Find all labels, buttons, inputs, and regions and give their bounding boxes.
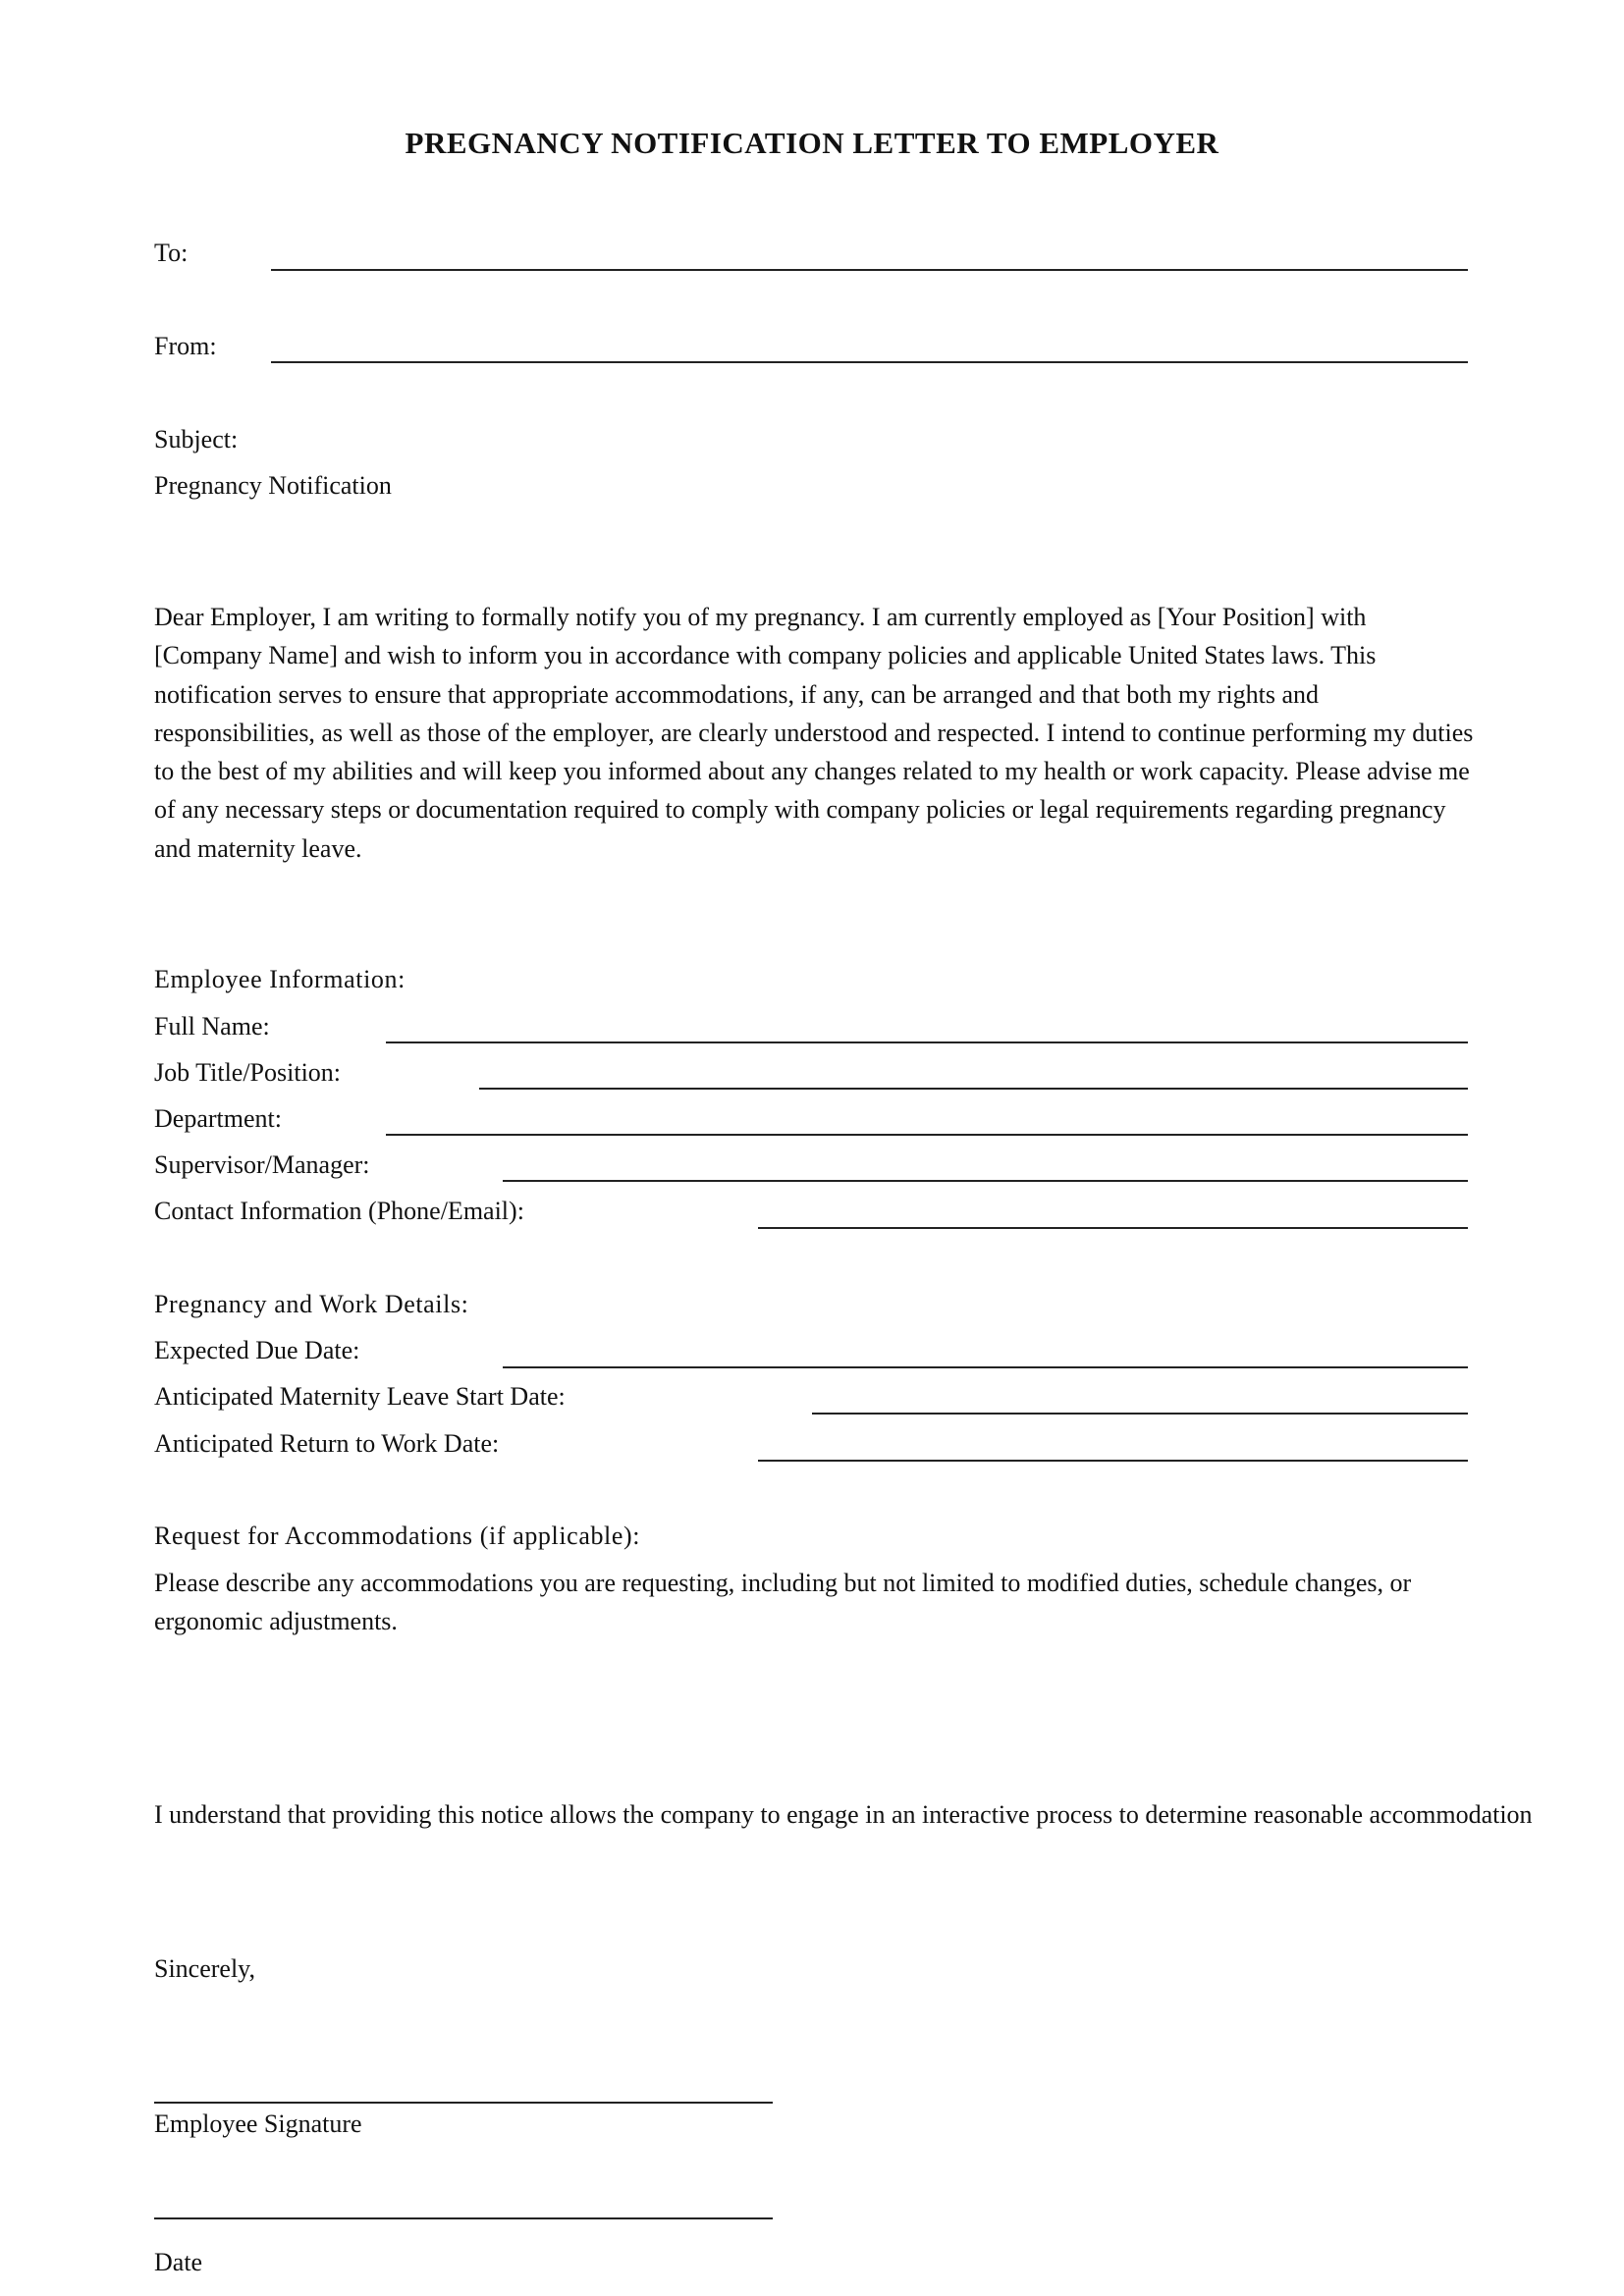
due-date-field-line[interactable] bbox=[503, 1366, 1468, 1368]
contact-info-label: Contact Information (Phone/Email): bbox=[154, 1197, 524, 1225]
leave-start-field-line[interactable] bbox=[812, 1413, 1468, 1415]
full-name-label: Full Name: bbox=[154, 1012, 270, 1041]
closing-text: Sincerely, bbox=[154, 1954, 255, 1983]
supervisor-label: Supervisor/Manager: bbox=[154, 1150, 370, 1179]
document-title: PREGNANCY NOTIFICATION LETTER TO EMPLOYER bbox=[405, 126, 1219, 160]
contact-info-field-line[interactable] bbox=[758, 1227, 1468, 1229]
job-title-field-line[interactable] bbox=[479, 1088, 1468, 1090]
full-name-field-line[interactable] bbox=[386, 1041, 1468, 1043]
pregnancy-details-heading: Pregnancy and Work Details: bbox=[154, 1290, 469, 1318]
body-paragraph: Dear Employer, I am writing to formally notify you of my pregnancy. I am currently employed as [Your Position] with [Company Name] and wish to inform you in accordance with company policies and applicable United States laws. This notification serves to ensure that appropriate accommodations, if any, can be arranged and that both my rights and responsibilities, as well as those of the employer, are clearly understood and respected. I intend to continue performing my duties to the best of my abilities and will keep you informed about any changes related to my health or work capacity. Please advise me of any necessary steps or documentation required to comply with company policies or legal requirements regarding pregnancy and maternity leave. bbox=[154, 603, 1474, 863]
to-label: To: bbox=[154, 239, 189, 267]
leave-start-label: Anticipated Maternity Leave Start Date: bbox=[154, 1382, 566, 1411]
subject-value: Pregnancy Notification bbox=[154, 471, 392, 500]
job-title-label: Job Title/Position: bbox=[154, 1058, 342, 1087]
return-date-label: Anticipated Return to Work Date: bbox=[154, 1429, 500, 1458]
signature-line[interactable] bbox=[154, 2102, 773, 2104]
subject-label: Subject: bbox=[154, 425, 239, 454]
due-date-label: Expected Due Date: bbox=[154, 1336, 360, 1364]
department-label: Department: bbox=[154, 1104, 282, 1133]
to-field-line[interactable] bbox=[271, 269, 1468, 271]
from-label: From: bbox=[154, 332, 217, 360]
return-date-field-line[interactable] bbox=[758, 1460, 1468, 1462]
accommodations-description: Please describe any accommodations you are requesting, including but not limited to modified duties, schedule changes, or ergonomic adjustments. bbox=[154, 1569, 1412, 1636]
employee-info-heading: Employee Information: bbox=[154, 965, 406, 993]
acknowledgement-text: I understand that providing this notice allows the company to engage in an interactive process to determine reasonable accommodation bbox=[154, 1800, 1533, 1829]
accommodations-heading: Request for Accommodations (if applicable): bbox=[154, 1522, 641, 1550]
date-line[interactable] bbox=[154, 2217, 773, 2219]
department-field-line[interactable] bbox=[386, 1134, 1468, 1136]
supervisor-field-line[interactable] bbox=[503, 1180, 1468, 1182]
signature-label: Employee Signature bbox=[154, 2109, 362, 2138]
date-label: Date bbox=[154, 2248, 203, 2276]
from-field-line[interactable] bbox=[271, 361, 1468, 363]
